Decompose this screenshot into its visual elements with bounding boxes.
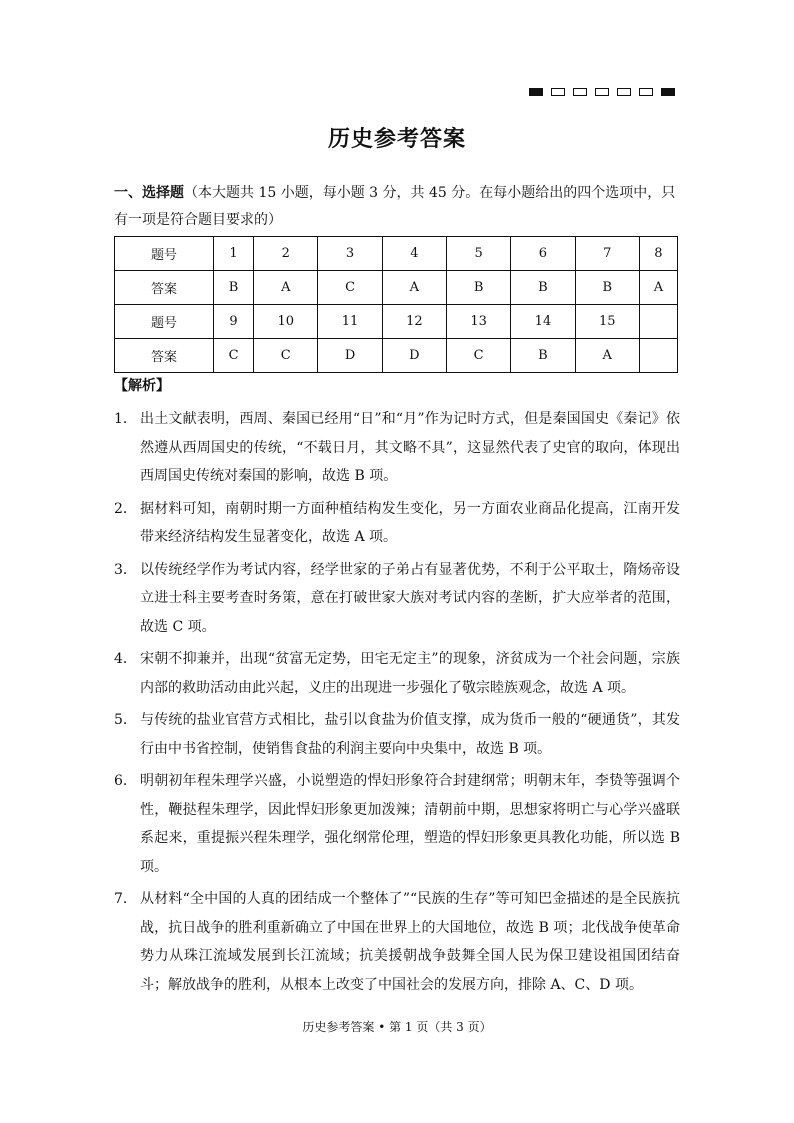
table-row: [115, 237, 678, 271]
table-cell: B: [447, 271, 511, 305]
analysis-list: [114, 405, 680, 1003]
analysis-item: [114, 495, 680, 552]
analysis-item: [114, 645, 680, 702]
row-label: 答案: [115, 339, 214, 373]
table-cell: A: [254, 271, 318, 305]
item-number: 2．: [114, 500, 137, 517]
table-cell: C: [254, 339, 318, 373]
analysis-item: [114, 706, 680, 763]
filled-square-icon: [661, 88, 675, 96]
table-cell: B: [511, 339, 575, 373]
analysis-item: [114, 556, 680, 642]
item-text: 从材料“全中国的人真的团结成一个整体了”“民族的生存”等可知巴金描述的是全民族抗战，抗日战争的胜利重新确立了中国在世界上的大国地位，故选 B 项；北伐战争使革命势力从珠江流域发展到长江流域；抗美援朝战争鼓舞全国人民为保卫建设祖国团结奋斗；解放战争的胜利，从根本上改变了中国社会的发展方向，排除 A、C、D 项。: [140, 891, 680, 993]
table-cell: 7: [575, 237, 639, 271]
row-label: 题号: [115, 305, 214, 339]
empty-square-icon: [551, 88, 565, 96]
empty-square-icon: [595, 88, 609, 96]
table-cell: 11: [318, 305, 382, 339]
item-text: 出土文献表明，西周、秦国已经用“日”和“月”作为记时方式，但是秦国国史《秦记》依然遵从西周国史的传统，“不载日月，其文略不具”，这显然代表了史官的取向，体现出西周国史传统对秦国的影响，故选 B 项。: [140, 411, 680, 484]
page-footer: 历史参考答案 • 第 1 页（共 3 页）: [302, 1020, 492, 1034]
item-text: 与传统的盐业官营方式相比，盐引以食盐为价值支撑，成为货币一般的“硬通货”，其发行由中书省控制，使销售食盐的利润主要向中央集中，故选 B 项。: [140, 712, 680, 757]
analysis-item: [114, 405, 680, 491]
table-cell: 14: [511, 305, 575, 339]
table-cell: A: [382, 271, 446, 305]
page-title: 历史参考答案: [327, 126, 466, 152]
table-cell: C: [213, 339, 253, 373]
table-cell: 10: [254, 305, 318, 339]
section-choice-header: [114, 180, 680, 234]
table-cell: A: [575, 339, 639, 373]
table-cell: 6: [511, 237, 575, 271]
table-row: [115, 339, 678, 373]
table-cell: D: [318, 339, 382, 373]
row-label: 题号: [115, 237, 214, 271]
item-number: 1．: [114, 411, 137, 427]
section-instruction: （本大题共 15 小题，每小题 3 分，共 45 分。在每小题给出的四个选项中，只有一项是符合题目要求的）: [114, 185, 676, 228]
table-cell: C: [447, 339, 511, 373]
table-cell: [639, 305, 677, 339]
row-label: 答案: [115, 271, 214, 305]
empty-square-icon: [617, 88, 631, 96]
table-row: [115, 305, 678, 339]
table-cell: [639, 339, 677, 373]
table-cell: B: [511, 271, 575, 305]
item-number: 3．: [114, 561, 137, 578]
analysis-item: [114, 885, 680, 999]
table-cell: 5: [447, 237, 511, 271]
table-cell: 2: [254, 237, 318, 271]
item-text: 宋朝不抑兼并，出现“贫富无定势，田宅无定主”的现象，济贫成为一个社会问题，宗族内部的救助活动由此兴起，义庄的出现进一步强化了敬宗睦族观念，故选 A 项。: [140, 651, 680, 696]
table-cell: A: [639, 271, 677, 305]
answer-table: [114, 236, 678, 373]
analysis-item: [114, 767, 680, 881]
item-text: 以传统经学作为考试内容，经学世家的子弟占有显著优势，不利于公平取士，隋炀帝设立进士科主要考查时务策，意在打破世家大族对考试内容的垄断，扩大应举者的范围，故选 C 项。: [140, 561, 680, 635]
table-cell: C: [318, 271, 382, 305]
table-cell: 9: [213, 305, 253, 339]
item-number: 6．: [114, 773, 137, 789]
item-number: 4．: [114, 651, 137, 667]
table-cell: 13: [447, 305, 511, 339]
empty-square-icon: [639, 88, 653, 96]
item-number: 5．: [114, 712, 137, 728]
table-cell: B: [213, 271, 253, 305]
item-number: 7．: [114, 891, 137, 907]
section-heading: 一、选择题: [114, 185, 184, 201]
table-cell: D: [382, 339, 446, 373]
table-row: [115, 271, 678, 305]
empty-square-icon: [573, 88, 587, 96]
table-cell: 3: [318, 237, 382, 271]
table-cell: 4: [382, 237, 446, 271]
table-cell: 12: [382, 305, 446, 339]
item-text: 明朝初年程朱理学兴盛，小说塑造的悍妇形象符合封建纲常；明朝末年，李贽等强调个性，鞭挞程朱理学，因此悍妇形象更加泼辣；清朝前中期，思想家将明亡与心学兴盛联系起来，重提振兴程朱理学，强化纲常伦理，塑造的悍妇形象更具教化功能，所以选 B 项。: [140, 773, 680, 875]
analysis-heading: 【解析】: [114, 378, 170, 394]
item-text: 据材料可知，南朝时期一方面种植结构发生变化，另一方面农业商品化提高，江南开发带来经济结构发生显著变化，故选 A 项。: [140, 500, 680, 545]
table-cell: 8: [639, 237, 677, 271]
table-cell: 15: [575, 305, 639, 339]
filled-square-icon: [529, 88, 543, 96]
header-marks: [529, 88, 675, 96]
table-cell: 1: [213, 237, 253, 271]
table-cell: B: [575, 271, 639, 305]
